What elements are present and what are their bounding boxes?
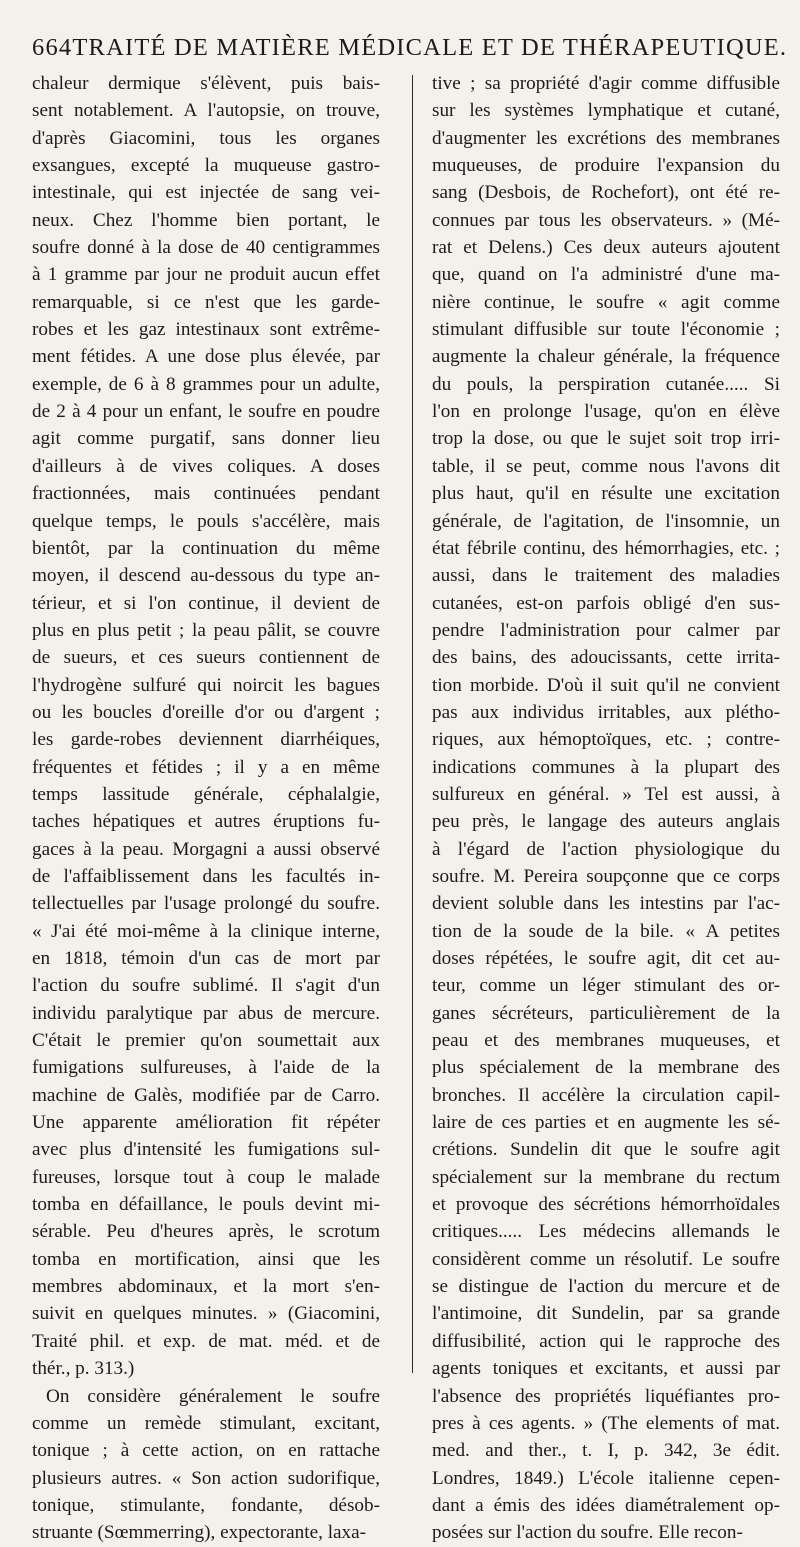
text-line: fréquentes et fétides ; il y a en même bbox=[32, 756, 380, 778]
text-line: diffusibilité, action qui le rapproche des bbox=[432, 1330, 780, 1352]
left-column bbox=[32, 70, 380, 1547]
text-line: tonique ; à cette action, on en rattache bbox=[32, 1440, 380, 1462]
text-line: l'on en prolonge l'usage, qu'on en élève bbox=[432, 401, 780, 423]
text-line: sur les systèmes lymphatique et cutané, bbox=[432, 100, 780, 122]
text-line: chaleur dermique s'élèvent, puis bais- bbox=[32, 73, 380, 94]
text-line: en 1818, témoin d'un cas de mort par bbox=[32, 948, 380, 969]
text-line: exsangues, excepté la muqueuse gastro- bbox=[32, 155, 380, 177]
text-line: peau et des membranes muqueuses, et bbox=[432, 1030, 780, 1052]
text-line: que, quand on l'a administré d'une ma- bbox=[432, 264, 780, 286]
text-line: exemple, de 6 à 8 grammes pour un adulte, bbox=[32, 373, 380, 395]
text-line: robes et les gaz intestinaux sont extrême- bbox=[32, 319, 380, 341]
text-line: sulfureux en général. » Tel est aussi, à bbox=[432, 783, 780, 805]
text-line: On considère généralement le soufre bbox=[46, 1385, 380, 1407]
text-line: fumigations sulfureuses, à l'aide de la bbox=[32, 1057, 380, 1079]
text-line: remarquable, si ce n'est que les garde- bbox=[32, 291, 380, 313]
text-line: critiques..... Les médecins allemands le bbox=[432, 1221, 780, 1243]
text-line: de sueurs, et ces sueurs contiennent de bbox=[32, 647, 380, 669]
text-line: sent notablement. A l'autopsie, on trouve, bbox=[32, 100, 380, 122]
text-line: état fébrile continu, des hémorrhagies, etc. ; bbox=[432, 537, 780, 559]
text-line: intestinale, qui est injectée de sang vei- bbox=[32, 182, 380, 204]
text-line: l'absence des propriétés liquéfiantes pro- bbox=[432, 1385, 780, 1407]
text-line: plus spécialement de la membrane des bbox=[432, 1057, 780, 1079]
text-line: sérable. Peu d'heures après, le scrotum bbox=[32, 1221, 380, 1243]
text-line: l'action du soufre sublimé. Il s'agit d'un bbox=[32, 975, 380, 997]
running-header bbox=[32, 34, 788, 70]
text-line: tive ; sa propriété d'agir comme diffusible bbox=[432, 73, 780, 94]
text-line: Une apparente amélioration fit répéter bbox=[32, 1112, 380, 1134]
text-line: cutanées, est-on parfois obligé d'en sus- bbox=[432, 592, 780, 614]
text-line: individu paralytique par abus de mercure. bbox=[32, 1002, 380, 1024]
text-line: gaces à la peau. Morgagni a aussi observé bbox=[32, 838, 380, 860]
text-line: avec plus d'intensité les fumigations sul- bbox=[32, 1139, 380, 1161]
text-line: tomba en mortification, ainsi que les bbox=[32, 1248, 380, 1270]
text-line: Traité phil. et exp. de mat. méd. et de bbox=[32, 1330, 380, 1352]
text-line: crétions. Sundelin dit que le soufre agit bbox=[432, 1139, 780, 1161]
text-line: connues par tous les observateurs. » (Mé- bbox=[432, 209, 780, 231]
text-line: l'antimoine, dit Sundelin, par sa grande bbox=[432, 1303, 780, 1325]
text-line: spécialement sur la membrane du rectum bbox=[432, 1166, 780, 1188]
text-line: trop la dose, ou que le sujet soit trop irri- bbox=[432, 428, 780, 450]
text-line: fractionnées, mais continuées pendant bbox=[32, 483, 380, 505]
text-line: ou les boucles d'oreille d'or ou d'argent ; bbox=[32, 701, 380, 723]
text-line: comme un remède stimulant, excitant, bbox=[32, 1412, 380, 1434]
text-line: agents toniques et excitants, et aussi par bbox=[432, 1358, 780, 1380]
text-line: soufre donné à la dose de 40 centigrammes bbox=[32, 237, 380, 259]
text-line: aussi, dans le traitement des maladies bbox=[432, 565, 780, 587]
text-line: ganes sécréteurs, particulièrement de la bbox=[432, 1002, 780, 1024]
text-line: d'ailleurs à de vives coliques. A doses bbox=[32, 455, 380, 477]
text-line: d'après Giacomini, tous les organes bbox=[32, 127, 380, 149]
text-line: doses répétées, le soufre agit, dit cet au- bbox=[432, 948, 780, 969]
text-line: teur, comme un léger stimulant des or- bbox=[432, 975, 780, 997]
text-line: struante (Sœmmerring), expectorante, laxa- bbox=[32, 1522, 367, 1544]
text-line: à 1 gramme par jour ne produit aucun effet bbox=[32, 264, 380, 286]
text-line: devient soluble dans les intestins par l'ac- bbox=[432, 893, 780, 915]
text-line: bientôt, par la continuation du même bbox=[32, 537, 380, 559]
text-line: pres à ces agents. » (The elements of mat. bbox=[432, 1412, 780, 1434]
text-line: fureuses, lorsque tout à coup le malade bbox=[32, 1166, 380, 1188]
text-line: de l'affaiblissement dans les facultés in- bbox=[32, 865, 380, 887]
text-line: plusieurs autres. « Son action sudorifique, bbox=[32, 1467, 380, 1489]
text-line: peu près, le langage des auteurs anglais bbox=[432, 811, 780, 833]
text-line: Londres, 1849.) L'école italienne cepen- bbox=[432, 1467, 780, 1489]
text-line: et provoque des sécrétions hémorrhoïdales bbox=[432, 1194, 780, 1216]
text-line: ment fétides. A une dose plus élevée, par bbox=[32, 346, 380, 368]
text-line: neux. Chez l'homme bien portant, le bbox=[32, 209, 380, 231]
page-number: 664 bbox=[32, 34, 73, 61]
text-line: pas aux individus irritables, aux plétho- bbox=[432, 701, 780, 723]
text-line: dant a émis des idées diamétralement op- bbox=[432, 1494, 780, 1516]
text-line: tion morbide. D'où il suit qu'il ne convient bbox=[432, 674, 780, 696]
text-line: tion de la soude de la bile. « A petites bbox=[432, 920, 780, 942]
text-line: table, il se peut, comme nous l'avons dit bbox=[432, 455, 780, 477]
text-line: tonique, stimulante, fondante, désob- bbox=[32, 1494, 380, 1516]
text-line: thér., p. 313.) bbox=[32, 1358, 135, 1380]
text-line: générale, de l'agitation, de l'insomnie, un bbox=[432, 510, 780, 532]
text-line: riques, aux hémoptoïques, etc. ; contre- bbox=[432, 729, 780, 751]
text-line: l'hydrogène sulfuré qui noircit les bagues bbox=[32, 674, 380, 696]
text-line: agit comme purgatif, sans donner lieu bbox=[32, 428, 380, 450]
text-line: tellectuelles par l'usage prolongé du soufre. bbox=[32, 893, 380, 915]
text-line: stimulant diffusible sur toute l'économie ; bbox=[432, 319, 780, 341]
text-line: plus en plus petit ; la peau pâlit, se couvre bbox=[32, 619, 380, 641]
text-line: posées sur l'action du soufre. Elle recon- bbox=[432, 1522, 743, 1544]
text-line: sang (Desbois, de Rochefort), ont été re- bbox=[432, 182, 780, 204]
text-line: taches hépatiques et autres éruptions fu- bbox=[32, 811, 380, 833]
text-line: quelque temps, le pouls s'accélère, mais bbox=[32, 510, 380, 532]
text-line: nière continue, le soufre « agit comme bbox=[432, 291, 780, 313]
text-line: de 2 à 4 pour un enfant, le soufre en poudre bbox=[32, 401, 380, 423]
text-line: moyen, il descend au-dessous du type an- bbox=[32, 565, 380, 587]
text-line: du pouls, la perspiration cutanée..... Si bbox=[432, 373, 780, 395]
text-line: bronches. Il accélère la circulation capil- bbox=[432, 1084, 780, 1106]
text-line: les garde-robes deviennent diarrhéiques, bbox=[32, 729, 380, 751]
text-line: pendre l'administration pour calmer par bbox=[432, 619, 780, 641]
text-line: tomba en défaillance, le pouls devint mi- bbox=[32, 1194, 380, 1216]
running-title: TRAITÉ DE MATIÈRE MÉDICALE ET DE THÉRAPEUTIQUE. bbox=[72, 34, 788, 61]
text-line: muqueuses, de produire l'expansion du bbox=[432, 155, 780, 177]
text-line: d'augmenter les excrétions des membranes bbox=[432, 127, 780, 149]
text-line: membres abdominaux, et la mort s'en- bbox=[32, 1276, 380, 1298]
text-line: considèrent comme un résolutif. Le soufre bbox=[432, 1248, 780, 1270]
text-line: « J'ai été moi-même à la clinique interne, bbox=[32, 920, 380, 942]
text-line: des bains, des adoucissants, cette irrita- bbox=[432, 647, 780, 669]
text-line: laire de ces parties et en augmente les sé- bbox=[432, 1112, 780, 1134]
right-column bbox=[432, 70, 780, 1547]
text-line: C'était le premier qu'on soumettait aux bbox=[32, 1030, 380, 1052]
text-line: temps lassitude générale, céphalalgie, bbox=[32, 783, 380, 805]
text-line: se distingue de l'action du mercure et de bbox=[432, 1276, 780, 1298]
column-divider bbox=[412, 75, 413, 1373]
text-line: suivit en quelques minutes. » (Giacomini, bbox=[32, 1303, 380, 1325]
text-line: machine de Galès, modifiée par de Carro. bbox=[32, 1084, 380, 1106]
text-line: augmente la chaleur générale, la fréquence bbox=[432, 346, 780, 368]
text-line: med. and ther., t. I, p. 342, 3e édit. bbox=[432, 1440, 780, 1462]
text-line: à l'égard de l'action physiologique du bbox=[432, 838, 780, 860]
text-line: indications communes à la plupart des bbox=[432, 756, 780, 778]
text-line: rat et Delens.) Ces deux auteurs ajoutent bbox=[432, 237, 780, 259]
text-line: plus haut, qu'il en résulte une excitation bbox=[432, 483, 780, 505]
text-line: térieur, et si l'on continue, il devient de bbox=[32, 592, 380, 614]
text-line: soufre. M. Pereira soupçonne que ce corps bbox=[432, 865, 780, 887]
